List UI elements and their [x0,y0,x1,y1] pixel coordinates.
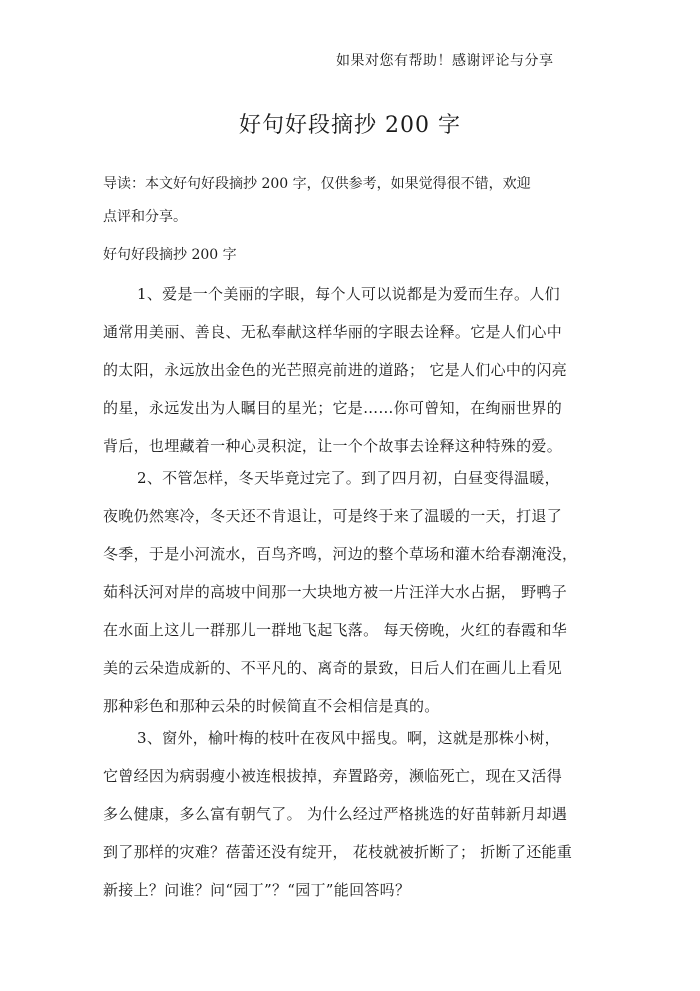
paragraph-line: 美的云朵造成新的、不平凡的、离奇的景致，日后人们在画儿上看见 [103,659,563,677]
paragraph-line: 夜晚仍然寒冷，冬天还不肯退让，可是终于来了温暖的一天，打退了 [103,507,563,525]
section-subheading: 好句好段摘抄 200 字 [103,247,237,263]
header-note: 如果对您有帮助！感谢评论与分享 [336,53,554,69]
paragraph-line: 冬季，于是小河流水，百鸟齐鸣，河边的整个草场和灌木给春潮淹没， [103,545,578,563]
paragraph-line: 1、爱是一个美丽的字眼，每个人可以说都是为爱而生存。人们 [137,285,560,303]
paragraph-line: 茹科沃河对岸的高坡中间那一大块地方被一片汪洋大水占据， 野鸭子 [103,583,568,601]
paragraph-line: 的太阳，永远放出金色的光芒照亮前进的道路； 它是人们心中的闪亮 [103,361,568,379]
paragraph-line: 的星，永远发出为人瞩目的星光；它是……你可曾知，在绚丽世界的 [103,399,563,417]
page-title: 好句好段摘抄 200 字 [239,113,461,138]
paragraph-line: 到了那样的灾难？蓓蕾还没有绽开， 花枝就被折断了； 折断了还能重 [103,843,573,861]
paragraph-2 [103,459,601,725]
paragraph-1 [103,275,601,465]
paragraph-line: 新接上？问谁？问“园丁”？“园丁”能回答吗？ [103,881,411,899]
intro-paragraph [103,168,603,234]
paragraph-line: 它曾经因为病弱瘦小被连根拔掉，弃置路旁，濒临死亡，现在又活得 [103,767,563,785]
paragraph-line: 那种彩色和那种云朵的时候简直不会相信是真的。 [103,697,440,715]
paragraph-line: 在水面上这儿一群那儿一群地飞起飞落。 每天傍晚，火红的春霞和华 [103,621,568,639]
paragraph-line: 3、窗外，榆叶梅的枝叶在夜风中摇曳。啊，这就是那株小树， [137,729,560,747]
paragraph-line: 2、不管怎样，冬天毕竟过完了。到了四月初，白昼变得温暖， [137,469,560,487]
paragraph-line: 背后，也埋藏着一种心灵积淀，让一个个故事去诠释这种特殊的爱。 [103,437,563,455]
intro-line: 点评和分享。 [103,209,187,225]
intro-line: 导读：本文好句好段摘抄 200 字，仅供参考，如果觉得很不错，欢迎 [103,176,531,192]
paragraph-line: 多么健康，多么富有朝气了。 为什么经过严格挑选的好苗韩新月却遇 [103,805,568,823]
paragraph-3 [103,719,601,909]
paragraph-line: 通常用美丽、善良、无私奉献这样华丽的字眼去诠释。它是人们心中 [103,323,563,341]
